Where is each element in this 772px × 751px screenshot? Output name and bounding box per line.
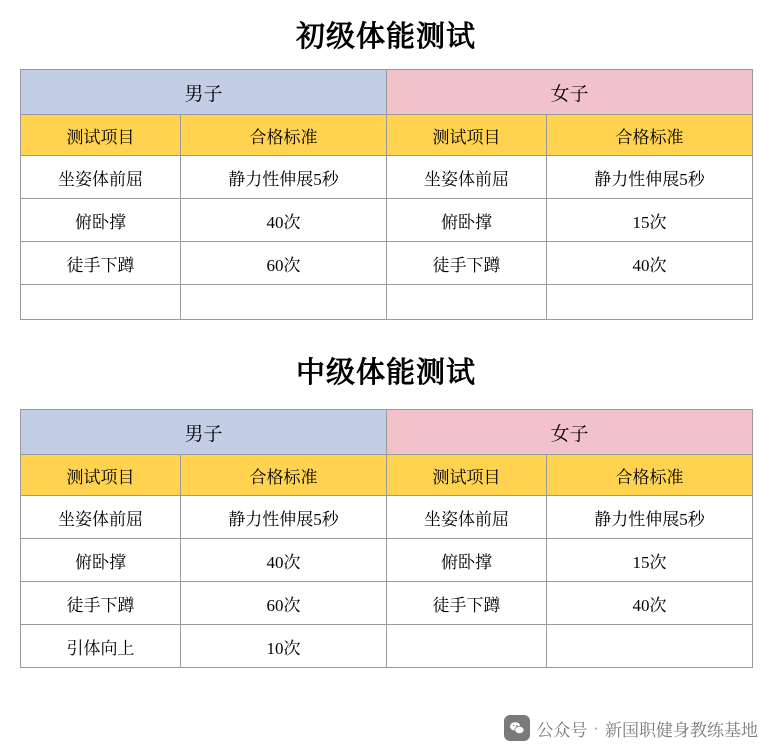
gender-header-row (21, 70, 753, 115)
watermark (504, 715, 758, 741)
table-cell: 坐姿体前屈 (387, 496, 547, 539)
column-header-cell: 合格标准 (547, 455, 753, 496)
table-cell: 40次 (547, 582, 753, 625)
table-cell: 静力性伸展5秒 (181, 156, 387, 199)
table-cell (547, 285, 753, 320)
column-header-row (21, 455, 753, 496)
column-header-cell: 测试项目 (21, 455, 181, 496)
watermark-prefix: 公众号 (536, 720, 588, 740)
table-cell: 徒手下蹲 (387, 242, 547, 285)
section-title: 中级体能测试 (295, 357, 476, 389)
table-row (21, 625, 753, 668)
table-cell: 60次 (181, 242, 387, 285)
section-intermediate-fitness-test (0, 330, 772, 668)
table-cell: 俯卧撑 (21, 199, 181, 242)
table-row (21, 539, 753, 582)
table-cell: 静力性伸展5秒 (181, 496, 387, 539)
gender-header-row (21, 410, 753, 455)
table-cell: 徒手下蹲 (21, 582, 181, 625)
table-cell (21, 285, 181, 320)
table-cell: 坐姿体前屈 (21, 156, 181, 199)
table-cell: 15次 (547, 539, 753, 582)
table-cell: 徒手下蹲 (387, 582, 547, 625)
column-header-cell: 测试项目 (387, 115, 547, 156)
wechat-icon (504, 715, 530, 741)
table-row (21, 199, 753, 242)
table-cell (387, 285, 547, 320)
column-header-cell: 合格标准 (547, 115, 753, 156)
column-header-cell: 合格标准 (181, 115, 387, 156)
table-cell: 坐姿体前屈 (387, 156, 547, 199)
table-cell (387, 625, 547, 668)
male-header-cell: 男子 (21, 410, 387, 455)
table-cell: 60次 (181, 582, 387, 625)
female-header-cell: 女子 (387, 70, 753, 115)
table-cell: 静力性伸展5秒 (547, 496, 753, 539)
column-header-cell: 合格标准 (181, 455, 387, 496)
table-cell (547, 625, 753, 668)
table-cell: 静力性伸展5秒 (547, 156, 753, 199)
table-cell: 引体向上 (21, 625, 181, 668)
table-cell: 俯卧撑 (21, 539, 181, 582)
table-cell: 10次 (181, 625, 387, 668)
section-divider (0, 320, 772, 330)
column-header-row (21, 115, 753, 156)
fitness-test-table (20, 69, 753, 320)
section-beginner-fitness-test (0, 0, 772, 320)
watermark-name: 新国职健身教练基地 (605, 720, 758, 740)
table-row (21, 582, 753, 625)
column-header-cell: 测试项目 (21, 115, 181, 156)
table-row-blank (21, 285, 753, 320)
table-cell: 40次 (181, 199, 387, 242)
female-header-cell: 女子 (387, 410, 753, 455)
male-header-cell: 男子 (21, 70, 387, 115)
section-title: 初级体能测试 (295, 21, 476, 53)
table-row (21, 242, 753, 285)
table-cell: 俯卧撑 (387, 199, 547, 242)
watermark-separator: · (593, 718, 599, 737)
table-cell: 40次 (181, 539, 387, 582)
table-cell: 俯卧撑 (387, 539, 547, 582)
table-cell: 40次 (547, 242, 753, 285)
table-cell: 15次 (547, 199, 753, 242)
column-header-cell: 测试项目 (387, 455, 547, 496)
table-cell (181, 285, 387, 320)
fitness-test-table (20, 409, 753, 668)
table-row (21, 496, 753, 539)
table-row (21, 156, 753, 199)
table-cell: 坐姿体前屈 (21, 496, 181, 539)
table-cell: 徒手下蹲 (21, 242, 181, 285)
